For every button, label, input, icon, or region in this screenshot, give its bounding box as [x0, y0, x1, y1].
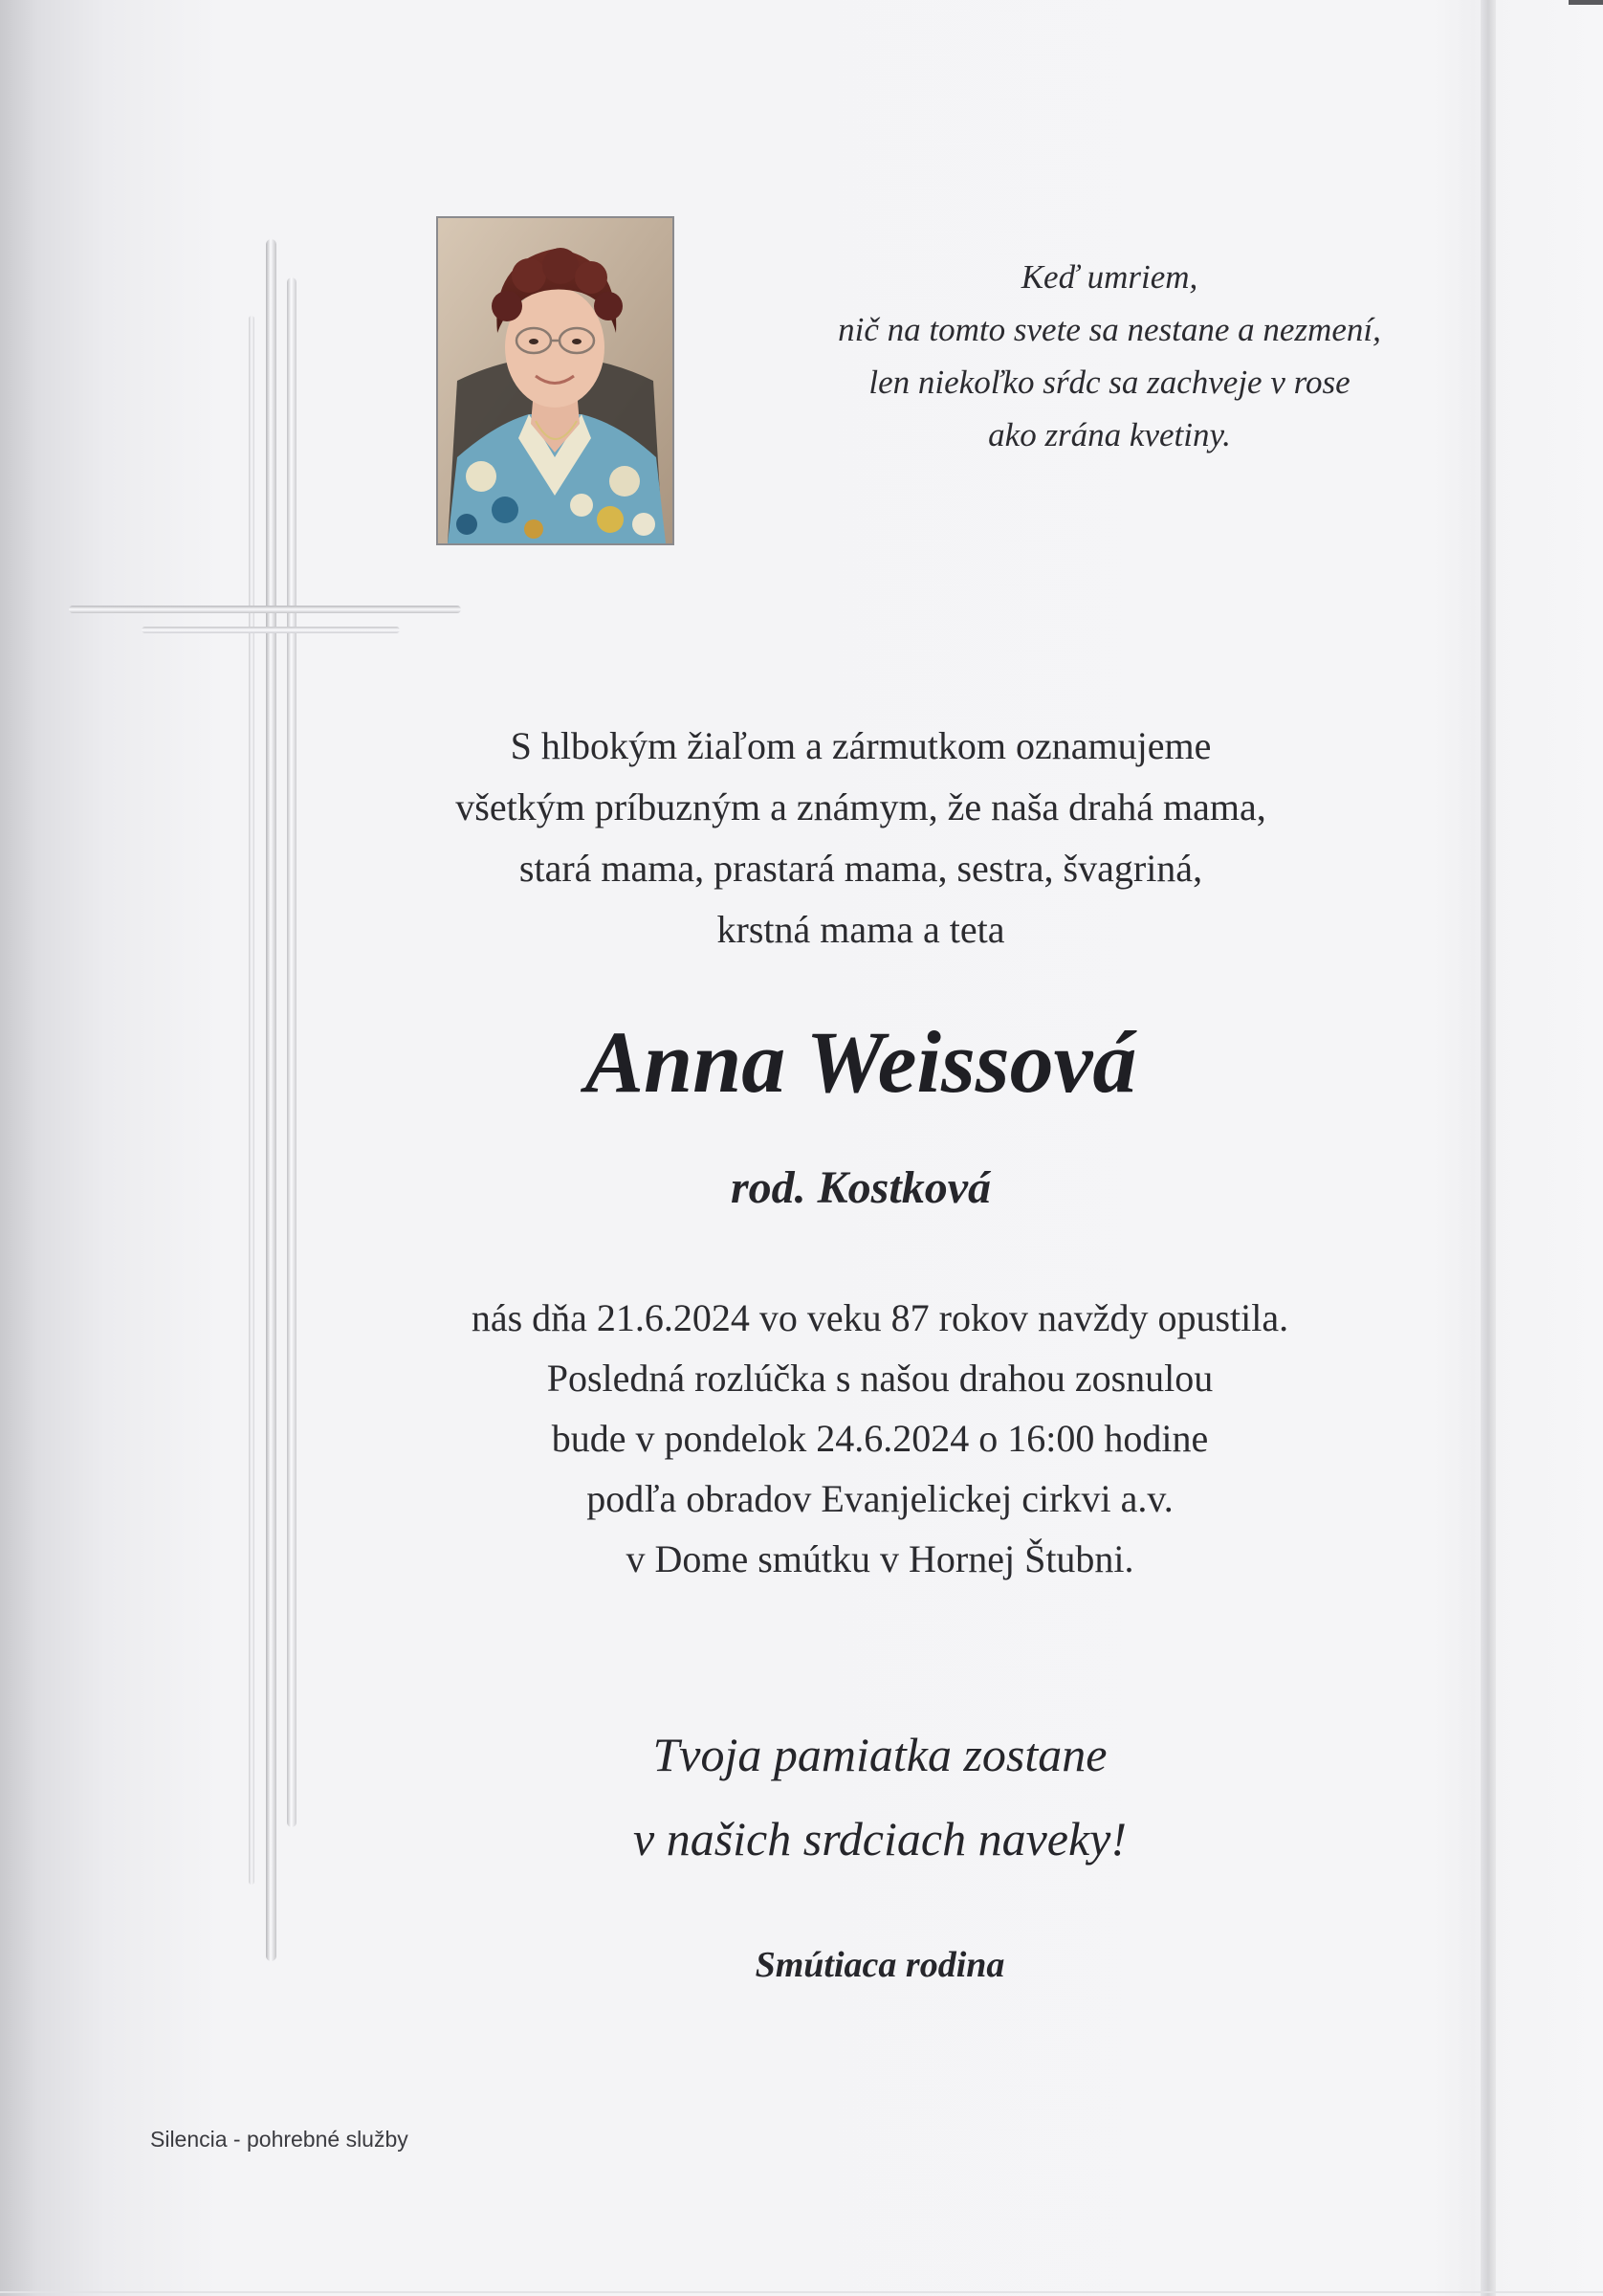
details-line: nás dňa 21.6.2024 vo veku 87 rokov navždy opustila.: [471, 1296, 1289, 1339]
page-edge-band: [1481, 0, 1496, 2296]
poem-line: Keď umriem,: [1021, 258, 1198, 296]
details-line: bude v pondelok 24.6.2024 o 16:00 hodine: [551, 1417, 1209, 1460]
details-line: v Dome smútku v Hornej Štubni.: [626, 1537, 1134, 1580]
opening-poem: [803, 251, 1416, 461]
funeral-details: [344, 1288, 1416, 1589]
poem-line: ako zrána kvetiny.: [988, 416, 1231, 453]
funeral-service-credit: Silencia - pohrebné služby: [150, 2127, 408, 2152]
cross-horizontal-main: [69, 606, 461, 613]
cross-vertical-shadow: [249, 316, 254, 1885]
memorial-verse: [383, 1712, 1377, 1881]
portrait-illustration: [438, 218, 672, 543]
cross-vertical-main: [266, 239, 276, 1961]
poem-line: len niekoľko sŕdc sa zachveje v rose: [868, 364, 1350, 401]
announcement-text: [344, 716, 1377, 960]
cross-icon: [0, 0, 497, 2296]
deceased-name: Anna Weissová: [584, 1013, 1137, 1111]
announcement-line: krstná mama a teta: [716, 908, 1005, 951]
scan-mark: [1569, 0, 1603, 5]
memory-line: Tvoja pamiatka zostane: [652, 1728, 1108, 1781]
details-line: podľa obradov Evanjelickej cirkvi a.v.: [586, 1477, 1174, 1520]
announcement-line: všetkým príbuzným a známym, že naša drahá mama,: [455, 785, 1266, 828]
memory-line: v našich srdciach naveky!: [633, 1812, 1127, 1866]
portrait-photo: [436, 216, 674, 545]
announcement-line: S hlbokým žiaľom a zármutkom oznamujeme: [510, 724, 1212, 767]
details-line: Posledná rozlúčka s našou drahou zosnulou: [546, 1357, 1214, 1400]
cross-horizontal-secondary: [142, 627, 400, 633]
announcement-line: stará mama, prastará mama, sestra, švagriná,: [518, 847, 1203, 890]
cross-vertical-secondary: [287, 277, 296, 1827]
poem-line: nič na tomto svete sa nestane a nezmení,: [838, 311, 1381, 348]
family-signature: Smútiaca rodina: [755, 1945, 1005, 1985]
maiden-name: rod. Kostková: [730, 1162, 991, 1213]
